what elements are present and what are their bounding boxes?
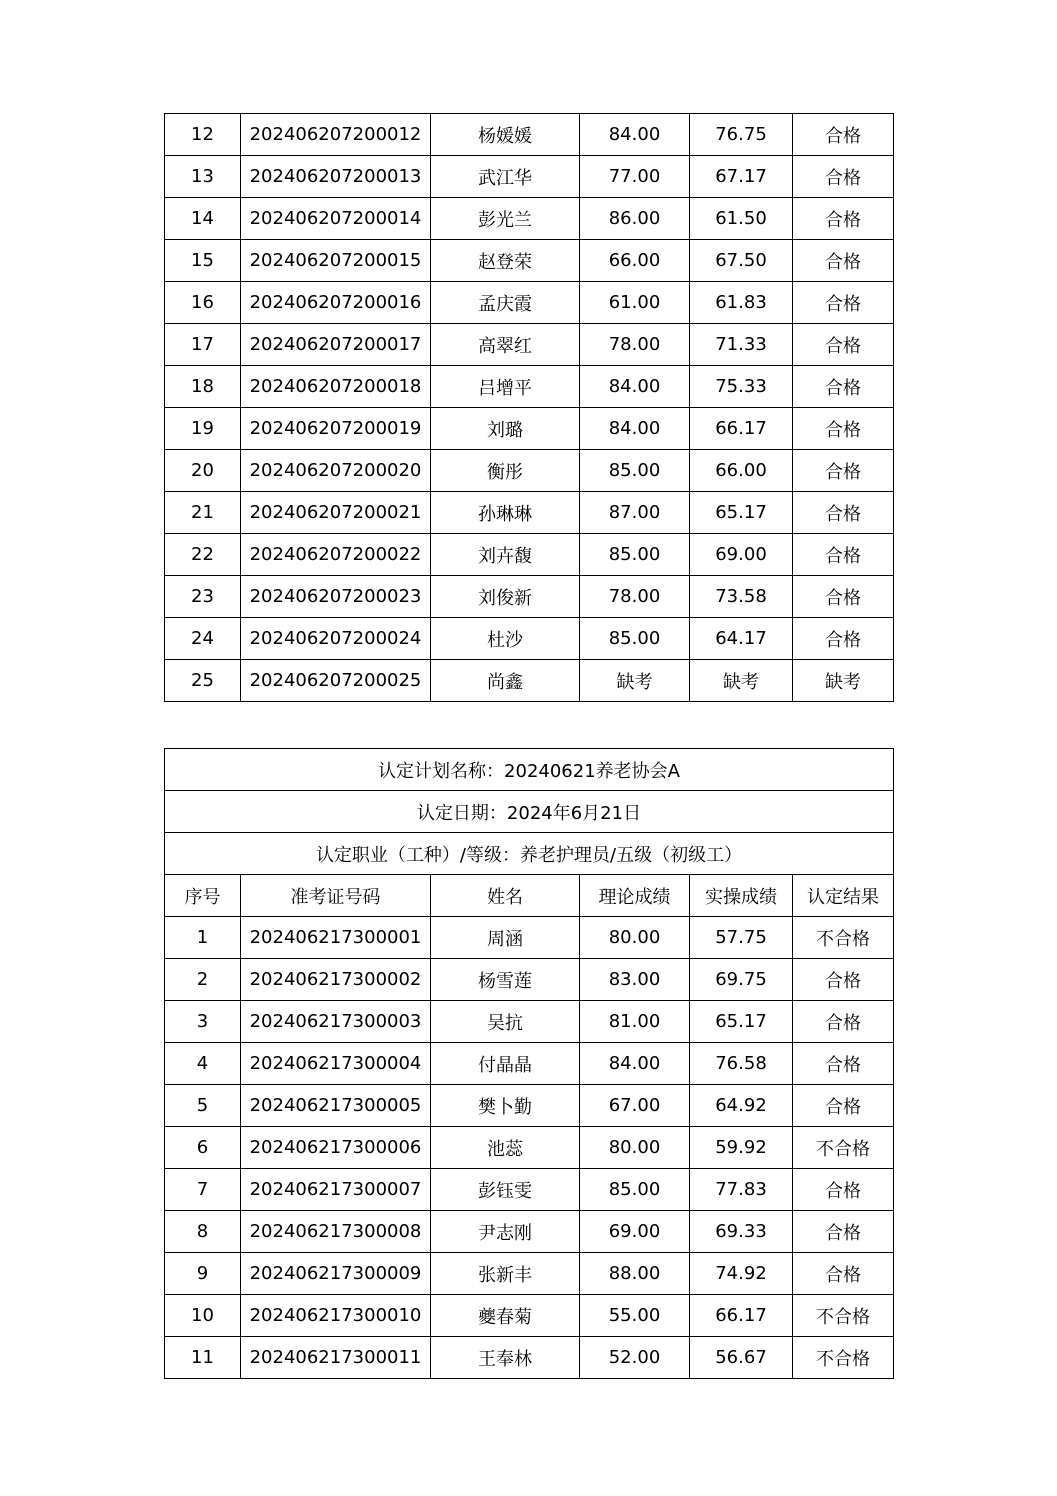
- result-cell: 合格: [793, 534, 894, 576]
- name-cell: 刘俊新: [431, 576, 580, 618]
- theory-score-cell: 55.00: [580, 1295, 690, 1337]
- ticket-number-cell: 202406217300005: [241, 1085, 431, 1127]
- name-cell: 夔春菊: [431, 1295, 580, 1337]
- result-cell: 合格: [793, 366, 894, 408]
- table-row: [165, 240, 894, 282]
- practical-score-cell: 73.58: [690, 576, 793, 618]
- table-row: [165, 198, 894, 240]
- theory-score-cell: 缺考: [580, 660, 690, 702]
- result-cell: 合格: [793, 576, 894, 618]
- name-cell: 池蕊: [431, 1127, 580, 1169]
- practical-score-cell: 69.33: [690, 1211, 793, 1253]
- theory-score-cell: 85.00: [580, 534, 690, 576]
- header-result: 认定结果: [793, 875, 894, 917]
- practical-score-cell: 61.83: [690, 282, 793, 324]
- result-cell: 合格: [793, 1001, 894, 1043]
- serial-cell: 24: [165, 618, 241, 660]
- ticket-number-cell: 202406207200013: [241, 156, 431, 198]
- serial-cell: 18: [165, 366, 241, 408]
- name-cell: 衡彤: [431, 450, 580, 492]
- table-row: [165, 492, 894, 534]
- name-cell: 彭钰雯: [431, 1169, 580, 1211]
- theory-score-cell: 85.00: [580, 450, 690, 492]
- ticket-number-cell: 202406217300003: [241, 1001, 431, 1043]
- name-cell: 刘璐: [431, 408, 580, 450]
- serial-cell: 6: [165, 1127, 241, 1169]
- serial-cell: 20: [165, 450, 241, 492]
- table-row: [165, 1085, 894, 1127]
- name-cell: 吕增平: [431, 366, 580, 408]
- name-cell: 彭光兰: [431, 198, 580, 240]
- ticket-number-cell: 202406207200017: [241, 324, 431, 366]
- table-row: [165, 576, 894, 618]
- result-cell: 合格: [793, 198, 894, 240]
- ticket-number-cell: 202406217300001: [241, 917, 431, 959]
- table-row: [165, 1043, 894, 1085]
- practical-score-cell: 缺考: [690, 660, 793, 702]
- theory-score-cell: 84.00: [580, 408, 690, 450]
- name-cell: 樊卜勤: [431, 1085, 580, 1127]
- result-cell: 合格: [793, 1211, 894, 1253]
- ticket-number-cell: 202406217300011: [241, 1337, 431, 1379]
- name-cell: 吴抗: [431, 1001, 580, 1043]
- theory-score-cell: 69.00: [580, 1211, 690, 1253]
- header-row: [165, 875, 894, 917]
- table-row: [165, 408, 894, 450]
- serial-cell: 22: [165, 534, 241, 576]
- result-cell: 合格: [793, 156, 894, 198]
- header-serial: 序号: [165, 875, 241, 917]
- ticket-number-cell: 202406207200019: [241, 408, 431, 450]
- theory-score-cell: 61.00: [580, 282, 690, 324]
- serial-cell: 10: [165, 1295, 241, 1337]
- table-row: [165, 282, 894, 324]
- serial-cell: 7: [165, 1169, 241, 1211]
- theory-score-cell: 81.00: [580, 1001, 690, 1043]
- result-cell: 合格: [793, 408, 894, 450]
- name-cell: 尚鑫: [431, 660, 580, 702]
- table-row: [165, 1211, 894, 1253]
- practical-score-cell: 61.50: [690, 198, 793, 240]
- table-row: [165, 366, 894, 408]
- result-cell: 合格: [793, 240, 894, 282]
- result-cell: 合格: [793, 492, 894, 534]
- theory-score-cell: 88.00: [580, 1253, 690, 1295]
- ticket-number-cell: 202406217300007: [241, 1169, 431, 1211]
- name-cell: 孟庆霞: [431, 282, 580, 324]
- practical-score-cell: 76.75: [690, 114, 793, 156]
- practical-score-cell: 64.17: [690, 618, 793, 660]
- name-cell: 付晶晶: [431, 1043, 580, 1085]
- practical-score-cell: 74.92: [690, 1253, 793, 1295]
- result-cell: 合格: [793, 1085, 894, 1127]
- date-row: [165, 791, 894, 833]
- theory-score-cell: 86.00: [580, 198, 690, 240]
- name-cell: 高翠红: [431, 324, 580, 366]
- table-row: [165, 660, 894, 702]
- practical-score-cell: 64.92: [690, 1085, 793, 1127]
- serial-cell: 12: [165, 114, 241, 156]
- occupation-level: 认定职业（工种）/等级：养老护理员/五级（初级工）: [165, 833, 894, 875]
- theory-score-cell: 85.00: [580, 618, 690, 660]
- serial-cell: 25: [165, 660, 241, 702]
- header-name: 姓名: [431, 875, 580, 917]
- theory-score-cell: 83.00: [580, 959, 690, 1001]
- result-cell: 合格: [793, 324, 894, 366]
- theory-score-cell: 85.00: [580, 1169, 690, 1211]
- practical-score-cell: 67.50: [690, 240, 793, 282]
- serial-cell: 3: [165, 1001, 241, 1043]
- serial-cell: 9: [165, 1253, 241, 1295]
- ticket-number-cell: 202406207200022: [241, 534, 431, 576]
- ticket-number-cell: 202406217300004: [241, 1043, 431, 1085]
- occupation-row: [165, 833, 894, 875]
- ticket-number-cell: 202406207200023: [241, 576, 431, 618]
- table-row: [165, 1001, 894, 1043]
- results-table: [164, 748, 894, 1379]
- ticket-number-cell: 202406217300010: [241, 1295, 431, 1337]
- ticket-number-cell: 202406207200016: [241, 282, 431, 324]
- result-cell: 合格: [793, 450, 894, 492]
- practical-score-cell: 59.92: [690, 1127, 793, 1169]
- serial-cell: 8: [165, 1211, 241, 1253]
- result-cell: 合格: [793, 1043, 894, 1085]
- theory-score-cell: 84.00: [580, 114, 690, 156]
- practical-score-cell: 75.33: [690, 366, 793, 408]
- serial-cell: 1: [165, 917, 241, 959]
- ticket-number-cell: 202406207200020: [241, 450, 431, 492]
- serial-cell: 21: [165, 492, 241, 534]
- exam-date: 认定日期：2024年6月21日: [165, 791, 894, 833]
- table-row: [165, 618, 894, 660]
- serial-cell: 15: [165, 240, 241, 282]
- serial-cell: 16: [165, 282, 241, 324]
- serial-cell: 14: [165, 198, 241, 240]
- theory-score-cell: 67.00: [580, 1085, 690, 1127]
- theory-score-cell: 84.00: [580, 366, 690, 408]
- result-cell: 不合格: [793, 1295, 894, 1337]
- practical-score-cell: 69.75: [690, 959, 793, 1001]
- result-cell: 不合格: [793, 1127, 894, 1169]
- practical-score-cell: 66.17: [690, 1295, 793, 1337]
- table-row: [165, 156, 894, 198]
- ticket-number-cell: 202406207200024: [241, 618, 431, 660]
- practical-score-cell: 67.17: [690, 156, 793, 198]
- practical-score-cell: 56.67: [690, 1337, 793, 1379]
- table-row: [165, 1295, 894, 1337]
- theory-score-cell: 78.00: [580, 576, 690, 618]
- plan-name: 认定计划名称：20240621养老协会A: [165, 749, 894, 791]
- header-theory-score: 理论成绩: [580, 875, 690, 917]
- name-cell: 周涵: [431, 917, 580, 959]
- results-table-body: [165, 749, 894, 1379]
- theory-score-cell: 78.00: [580, 324, 690, 366]
- results-table-body: [165, 114, 894, 702]
- table-row: [165, 917, 894, 959]
- serial-cell: 5: [165, 1085, 241, 1127]
- practical-score-cell: 76.58: [690, 1043, 793, 1085]
- name-cell: 赵登荣: [431, 240, 580, 282]
- practical-score-cell: 71.33: [690, 324, 793, 366]
- result-cell: 合格: [793, 618, 894, 660]
- ticket-number-cell: 202406217300008: [241, 1211, 431, 1253]
- practical-score-cell: 66.00: [690, 450, 793, 492]
- ticket-number-cell: 202406207200025: [241, 660, 431, 702]
- serial-cell: 2: [165, 959, 241, 1001]
- name-cell: 杜沙: [431, 618, 580, 660]
- practical-score-cell: 69.00: [690, 534, 793, 576]
- serial-cell: 19: [165, 408, 241, 450]
- theory-score-cell: 84.00: [580, 1043, 690, 1085]
- results-table-continued: [164, 113, 894, 702]
- plan-name-row: [165, 749, 894, 791]
- name-cell: 杨雪莲: [431, 959, 580, 1001]
- table-row: [165, 324, 894, 366]
- name-cell: 刘卉馥: [431, 534, 580, 576]
- serial-cell: 17: [165, 324, 241, 366]
- ticket-number-cell: 202406217300009: [241, 1253, 431, 1295]
- serial-cell: 23: [165, 576, 241, 618]
- result-cell: 缺考: [793, 660, 894, 702]
- ticket-number-cell: 202406217300006: [241, 1127, 431, 1169]
- ticket-number-cell: 202406207200014: [241, 198, 431, 240]
- name-cell: 张新丰: [431, 1253, 580, 1295]
- table-row: [165, 450, 894, 492]
- ticket-number-cell: 202406207200015: [241, 240, 431, 282]
- theory-score-cell: 80.00: [580, 1127, 690, 1169]
- name-cell: 杨媛媛: [431, 114, 580, 156]
- result-cell: 不合格: [793, 917, 894, 959]
- theory-score-cell: 52.00: [580, 1337, 690, 1379]
- header-practical-score: 实操成绩: [690, 875, 793, 917]
- result-cell: 合格: [793, 114, 894, 156]
- theory-score-cell: 87.00: [580, 492, 690, 534]
- theory-score-cell: 80.00: [580, 917, 690, 959]
- table-row: [165, 534, 894, 576]
- practical-score-cell: 65.17: [690, 1001, 793, 1043]
- ticket-number-cell: 202406207200012: [241, 114, 431, 156]
- name-cell: 孙琳琳: [431, 492, 580, 534]
- practical-score-cell: 57.75: [690, 917, 793, 959]
- serial-cell: 4: [165, 1043, 241, 1085]
- table-row: [165, 1169, 894, 1211]
- table-row: [165, 959, 894, 1001]
- ticket-number-cell: 202406207200021: [241, 492, 431, 534]
- theory-score-cell: 77.00: [580, 156, 690, 198]
- ticket-number-cell: 202406217300002: [241, 959, 431, 1001]
- table-row: [165, 114, 894, 156]
- ticket-number-cell: 202406207200018: [241, 366, 431, 408]
- theory-score-cell: 66.00: [580, 240, 690, 282]
- result-cell: 合格: [793, 282, 894, 324]
- serial-cell: 11: [165, 1337, 241, 1379]
- result-cell: 不合格: [793, 1337, 894, 1379]
- name-cell: 尹志刚: [431, 1211, 580, 1253]
- result-cell: 合格: [793, 1169, 894, 1211]
- table-row: [165, 1337, 894, 1379]
- name-cell: 武江华: [431, 156, 580, 198]
- practical-score-cell: 77.83: [690, 1169, 793, 1211]
- serial-cell: 13: [165, 156, 241, 198]
- header-ticket-number: 准考证号码: [241, 875, 431, 917]
- practical-score-cell: 65.17: [690, 492, 793, 534]
- table-row: [165, 1253, 894, 1295]
- table-row: [165, 1127, 894, 1169]
- result-cell: 合格: [793, 1253, 894, 1295]
- practical-score-cell: 66.17: [690, 408, 793, 450]
- name-cell: 王奉林: [431, 1337, 580, 1379]
- result-cell: 合格: [793, 959, 894, 1001]
